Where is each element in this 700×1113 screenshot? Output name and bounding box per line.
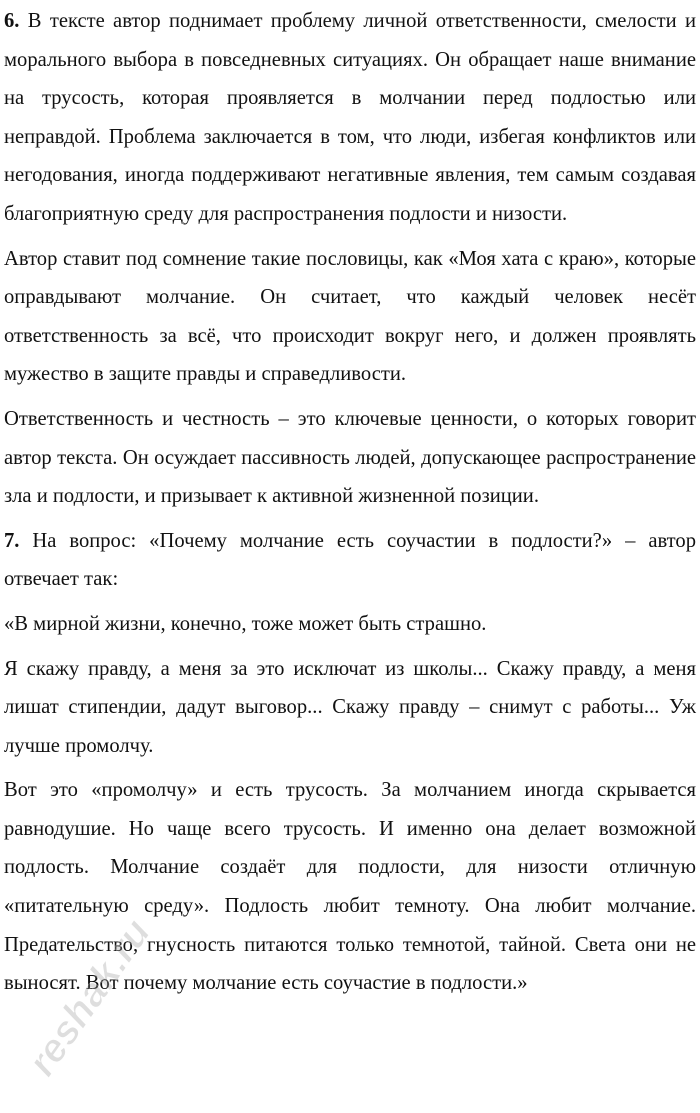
paragraph-quote-end-text: Вот это «промолчу» и есть трусость. За молчанием иногда скрывается равнодушие. Но чаще всего трусость. И именно она делает возможной подлость. Молчание создаёт для подлости, для низости отличную «питательную среду». Подлость любит темноту. Она любит молчание. Предательство, гнусность питаются только темнотой, тайной. Света они не выносят. Вот почему молчание есть соучастие в подлости.» <box>4 779 696 995</box>
answer-number-6: 6. <box>4 10 20 32</box>
paragraph-quote-truth <box>4 650 696 766</box>
paragraph-6-text: В тексте автор поднимает проблему личной ответственности, смелости и морального выбора в повседневных ситуациях. Он обращает наше внимание на трусость, которая проявляется в молчании перед подлостью или неправдой. Проблема заключается в том, что люди, избегая конфликтов или негодования, иногда поддерживают негативные явления, тем самым создавая благоприятную среду для распространения подлости и низости. <box>4 10 696 225</box>
paragraph-quote-start-text: «В мирной жизни, конечно, тоже может быть страшно. <box>4 612 487 635</box>
paragraph-proverb-text: Автор ставит под сомнение такие пословицы, как «Моя хата с краю», которые оправдывают молчание. Он считает, что каждый человек несёт ответственность за всё, что происходит вокруг него, и должен проявлять мужество в защите правды и справедливости. <box>4 247 696 386</box>
paragraph-7 <box>4 522 696 599</box>
watermark-text: reshak.ru <box>19 911 160 1084</box>
paragraph-values-text: Ответственность и честность – это ключевые ценности, о которых говорит автор текста. Он осуждает пассивность людей, допускающее распространение зла и подлости, и призывает к активной жизненной позиции. <box>4 407 696 508</box>
paragraph-quote-start <box>4 605 696 644</box>
paragraph-proverb <box>4 240 696 394</box>
answer-number-7: 7. <box>4 529 20 552</box>
paragraph-6 <box>4 2 696 234</box>
paragraph-quote-truth-text: Я скажу правду, а меня за это исключат из школы... Скажу правду, а меня лишат стипендии, дадут выговор... Скажу правду – снимут с работы... Уж лучше промолчу. <box>4 657 696 757</box>
paragraph-values <box>4 400 696 516</box>
paragraph-7-text: На вопрос: «Почему молчание есть соучастии в подлости?» – автор отвечает так: <box>4 529 696 591</box>
paragraph-quote-end <box>4 771 696 1003</box>
